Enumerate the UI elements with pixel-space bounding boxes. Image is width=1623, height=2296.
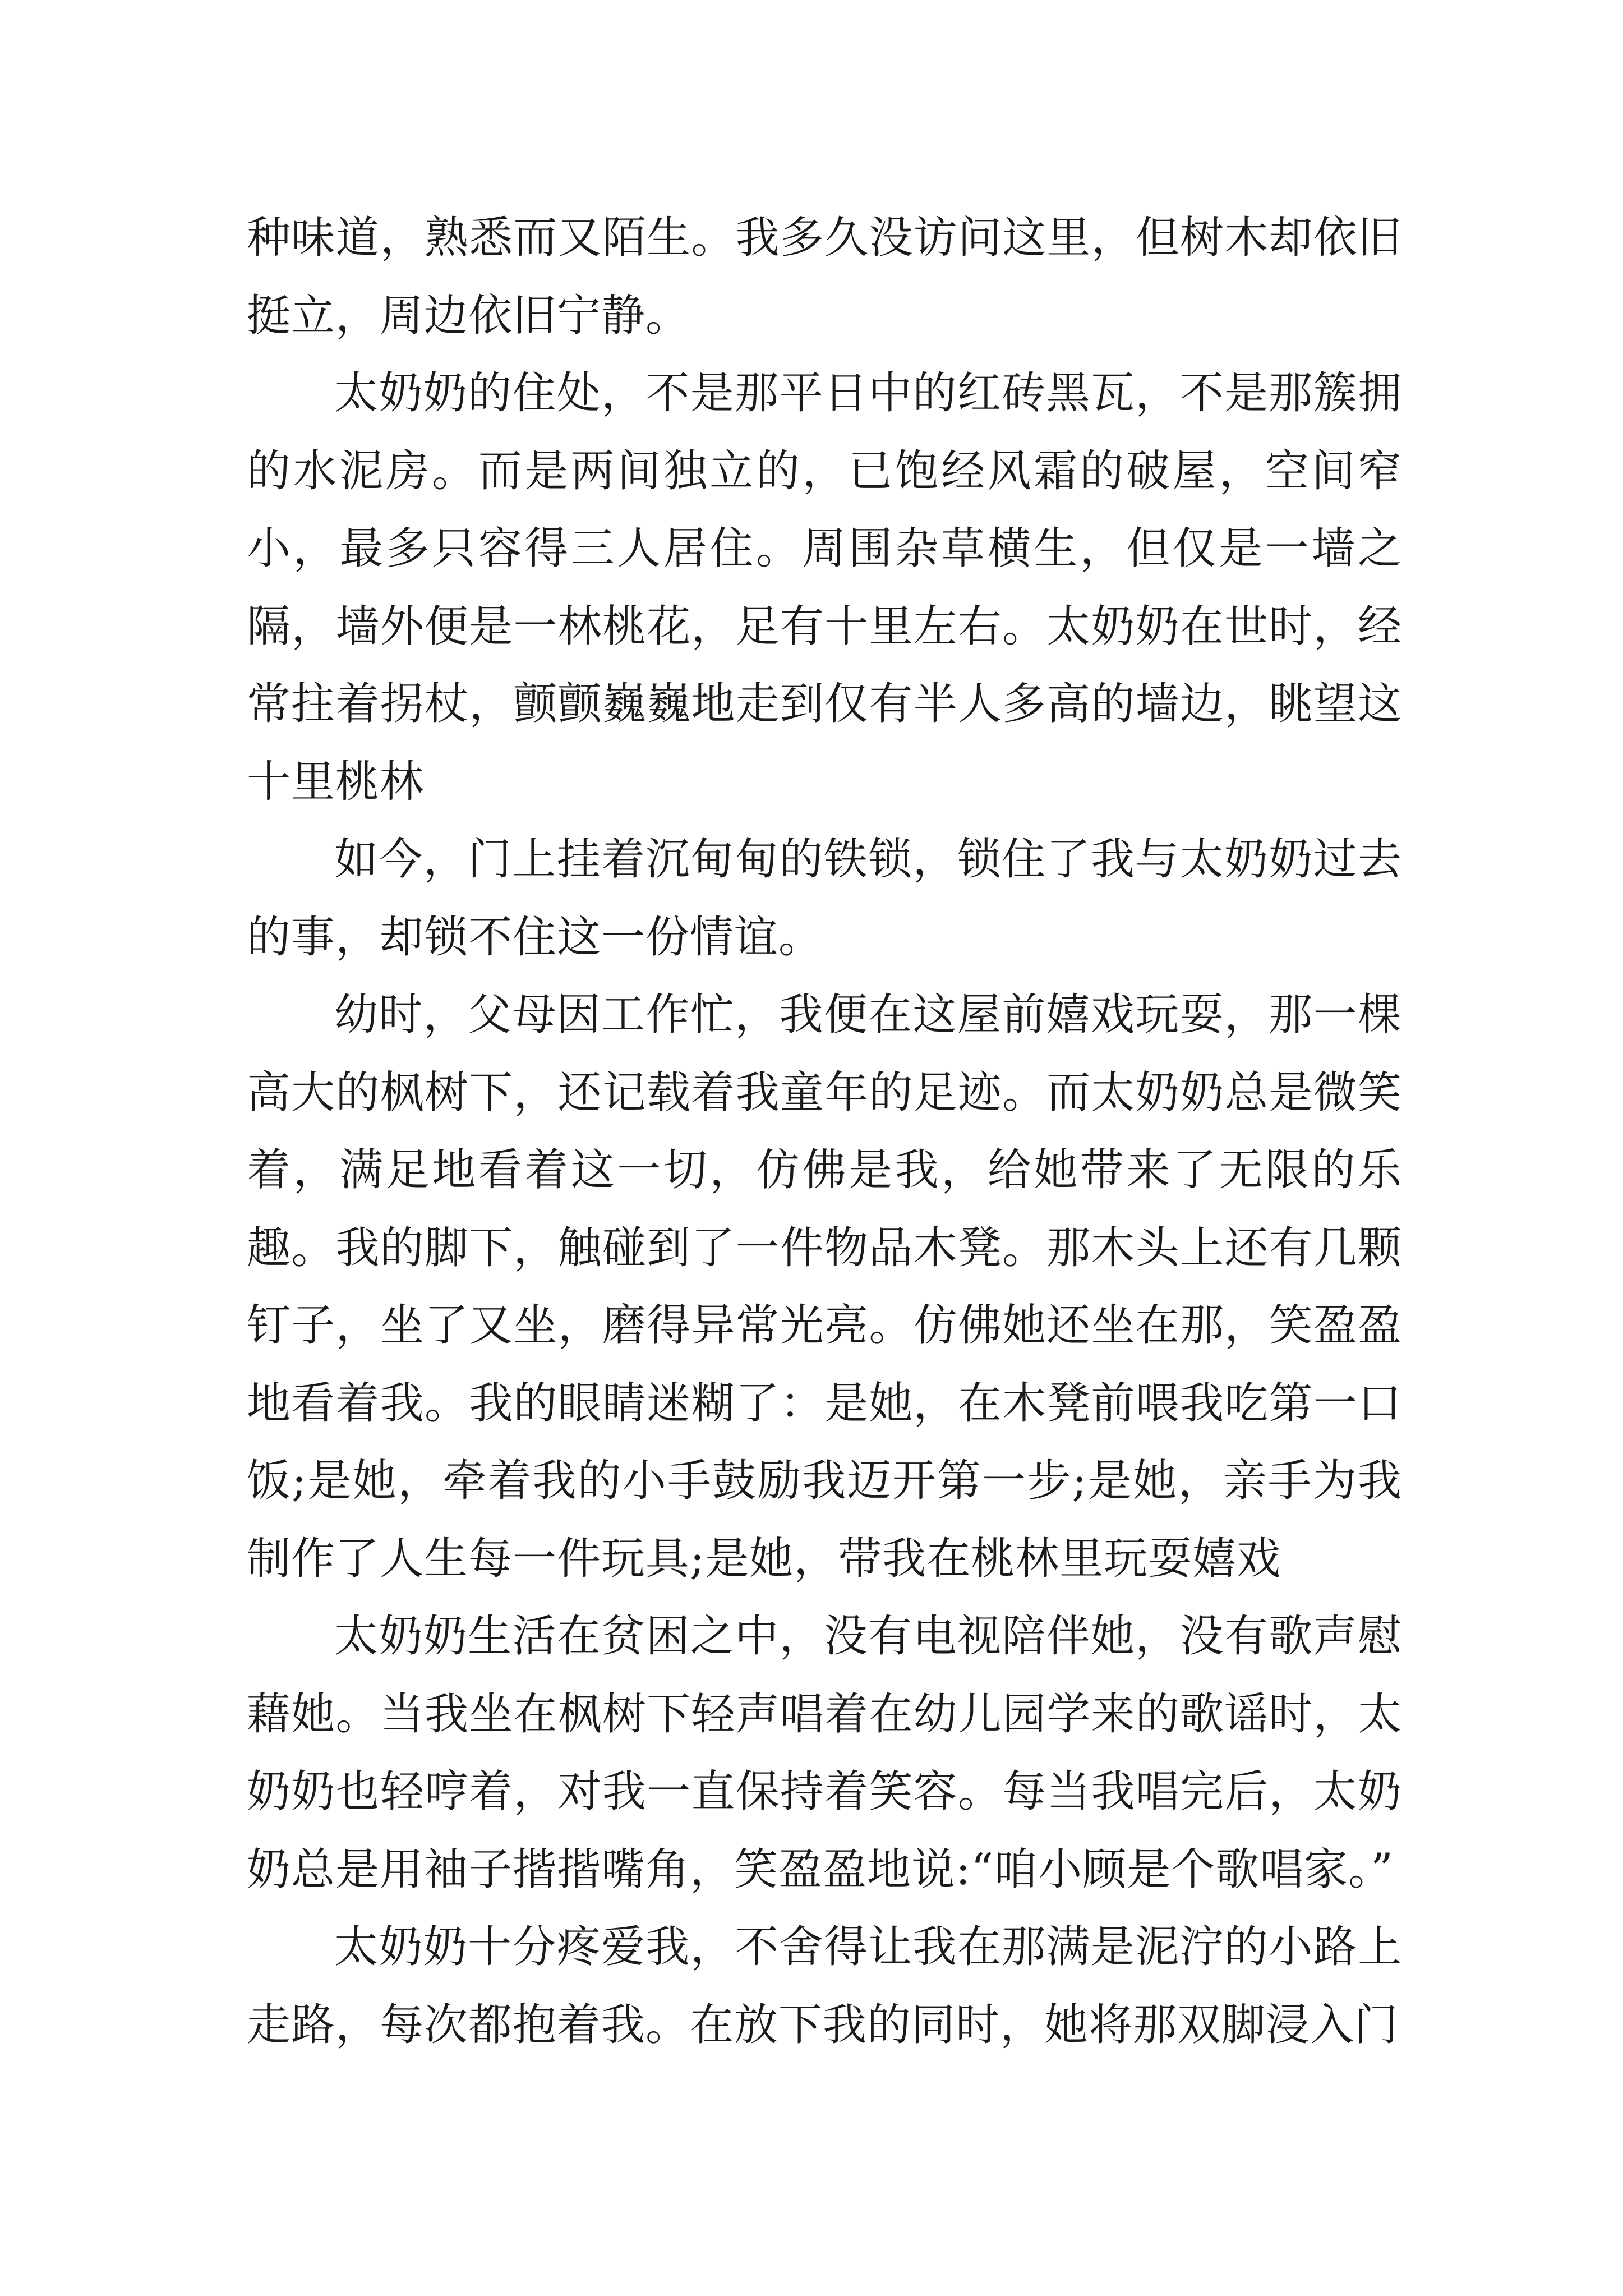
paragraph-singing: 太奶奶生活在贫困之中，没有电视陪伴她，没有歌声慰藉她。当我坐在枫树下轻声唱着在幼儿园学来的歌谣时，太奶奶也轻哼着，对我一直保持着笑容。每当我唱完后，太奶奶总是用袖子揩揩嘴角，笑盈盈地说:“咱小顾是个歌唱家。” (247, 1611, 1402, 1895)
paragraph-carrying: 太奶奶十分疼爱我，不舍得让我在那满是泥泞的小路上走路，每次都抱着我。在放下我的同时，她将那双脚浸入门 (247, 1922, 1402, 2050)
paragraph-lock: 如今，门上挂着沉甸甸的铁锁，锁住了我与太奶奶过去的事，却锁不住这一份情谊。 (247, 834, 1402, 963)
document-body (247, 199, 1402, 2064)
paragraph-residence: 太奶奶的住处，不是那平日中的红砖黑瓦，不是那簇拥的水泥房。而是两间独立的，已饱经风霜的破屋，空间窄小，最多只容得三人居住。周围杂草横生，但仅是一墙之隔，墙外便是一林桃花，足有十里左右。太奶奶在世时，经常拄着拐杖，颤颤巍巍地走到仅有半人多高的墙边，眺望这十里桃林 (247, 368, 1402, 807)
paragraph-continued: 种味道，熟悉而又陌生。我多久没访问这里，但树木却依旧挺立，周边依旧宁静。 (247, 213, 1402, 341)
paragraph-childhood: 幼时，父母因工作忙，我便在这屋前嬉戏玩耍，那一棵高大的枫树下，还记载着我童年的足迹。而太奶奶总是微笑着，满足地看着这一切，仿佛是我，给她带来了无限的乐趣。我的脚下，触碰到了一件物品木凳。那木头上还有几颗钉子，坐了又坐，磨得异常光亮。仿佛她还坐在那，笑盈盈地看着我。我的眼睛迷糊了：是她，在木凳前喂我吃第一口饭;是她，牵着我的小手鼓励我迈开第一步;是她，亲手为我制作了人生每一件玩具;是她，带我在桃林里玩耍嬉戏 (247, 990, 1402, 1584)
